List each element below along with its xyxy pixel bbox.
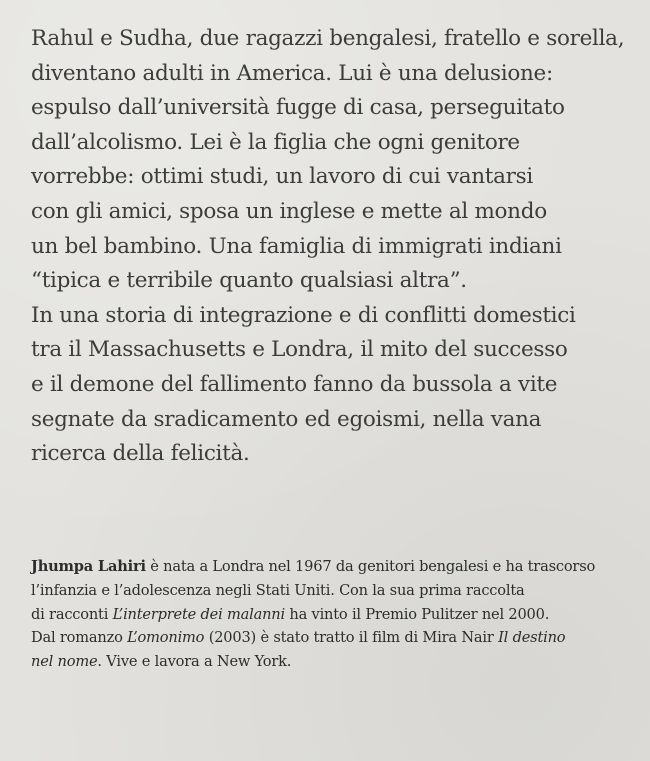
bio-line xyxy=(31,650,636,674)
bio-line xyxy=(31,555,636,579)
synopsis-line: ricerca della felicità. xyxy=(31,441,250,467)
bio-text: . Vive e lavora a New York. xyxy=(97,653,292,671)
synopsis-line: espulso dall’università fugge di casa, perseguitato xyxy=(31,95,565,121)
synopsis-line: Rahul e Sudha, due ragazzi bengalesi, fratello e sorella, xyxy=(31,26,625,51)
bio-text: di racconti xyxy=(31,605,113,623)
synopsis-line: segnate da sradicamento ed egoismi, nella vana xyxy=(31,406,542,432)
synopsis-text xyxy=(31,22,636,472)
synopsis-line: con gli amici, sposa un inglese e mette al mondo xyxy=(31,198,547,224)
synopsis-line: tra il Massachusetts e Londra, il mito del successo xyxy=(31,337,568,363)
synopsis-line: In una storia di integrazione e di conflitti domestici xyxy=(31,302,576,328)
bio-text: Dal romanzo xyxy=(31,629,128,647)
book-title: L’interprete dei malanni xyxy=(112,605,285,623)
synopsis-line: “tipica e terribile quanto qualsiasi altra”. xyxy=(31,268,467,294)
synopsis-line: vorrebbe: ottimi studi, un lavoro di cui vantarsi xyxy=(31,164,533,190)
book-title: L’omonimo xyxy=(127,629,205,647)
bio-text: ha vinto il Premio Pulitzer nel 2000. xyxy=(284,605,550,623)
bio-text: è nata a Londra nel 1967 da genitori bengalesi e ha trascorso xyxy=(145,558,596,575)
synopsis-line: un bel bambino. Una famiglia di immigrati indiani xyxy=(31,233,562,259)
bio-line xyxy=(31,603,636,627)
synopsis-line: e il demone del fallimento fanno da bussola a vite xyxy=(31,371,558,397)
author-name: Jhumpa Lahiri xyxy=(31,558,146,575)
bio-line: l’infanzia e l’adolescenza negli Stati Uniti. Con la sua prima raccolta xyxy=(31,581,525,599)
bio-text: (2003) è stato tratto il film di Mira Nair xyxy=(204,629,499,647)
author-bio xyxy=(31,555,636,674)
film-title: Il destino xyxy=(498,629,566,647)
bio-line xyxy=(31,626,636,650)
synopsis-line: dall’alcolismo. Lei è la figlia che ogni genitore xyxy=(31,129,520,155)
synopsis-line: diventano adulti in America. Lui è una delusione: xyxy=(31,60,553,86)
film-title: nel nome xyxy=(31,653,98,671)
